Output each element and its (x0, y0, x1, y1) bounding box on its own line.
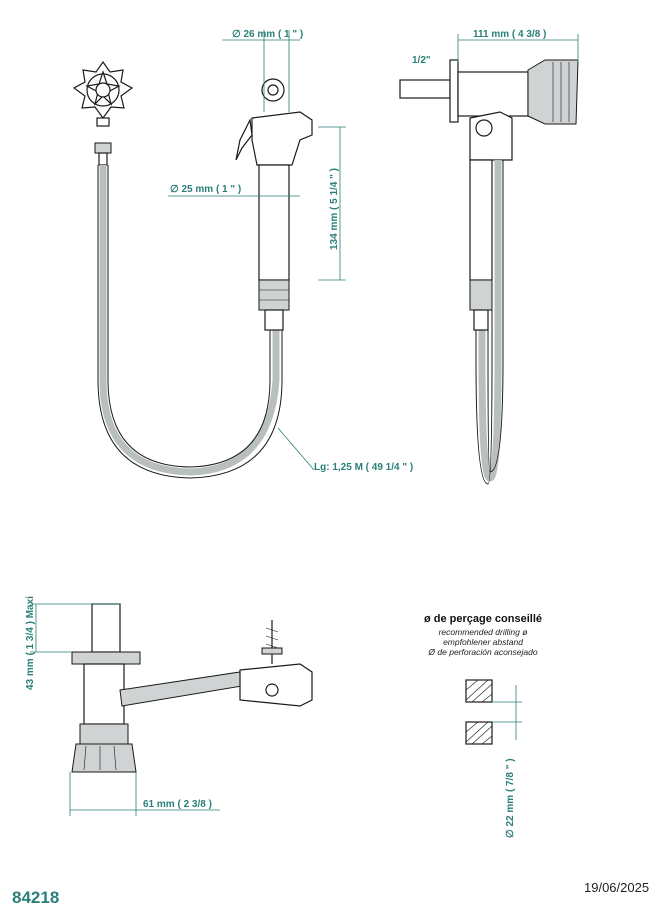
dim-hose-length (278, 428, 413, 473)
valve-rosette (74, 62, 132, 165)
drilling-legend-en: recommended drilling ø (438, 627, 528, 637)
drilling-legend-de: empfohlener abstand (443, 637, 523, 647)
hose-front (98, 165, 282, 478)
drilling-legend-es: Ø de perforación aconsejado (428, 647, 538, 657)
dim-side-width-label: 111 mm ( 4 3/8 ) (473, 29, 547, 40)
drilling-legend-title: ø de perçage conseillé (424, 613, 542, 625)
dim-max-depth-label: 43 mm ( 1 3/4 ) Maxi (25, 596, 36, 690)
dim-base-offset (70, 772, 220, 816)
dim-handle-length-label: 134 mm ( 5 1/4 " ) (329, 167, 340, 250)
front-view (74, 29, 413, 478)
dim-head-diameter (222, 29, 303, 112)
dim-handle-diameter-label: ∅ 25 mm ( 1 " ) (170, 184, 242, 195)
dim-drill-diameter-label: ∅ 22 mm ( 7/8 " ) (505, 758, 516, 838)
side-view (400, 29, 578, 484)
hand-shower-front (236, 79, 312, 330)
dim-hose-length-label: Lg: 1,25 M ( 49 1/4 " ) (314, 462, 414, 473)
install-view (25, 596, 312, 816)
dim-base-offset-label: 61 mm ( 2 3/8 ) (143, 799, 212, 810)
dim-thread-label: 1/2" (412, 55, 431, 66)
dim-handle-length (318, 127, 346, 280)
dim-side-width (458, 29, 578, 62)
product-reference: 84218 (12, 888, 60, 907)
dim-head-diameter-label: ∅ 26 mm ( 1 " ) (232, 29, 304, 40)
drill-detail (466, 680, 522, 838)
print-date: 19/06/2025 (584, 880, 650, 895)
